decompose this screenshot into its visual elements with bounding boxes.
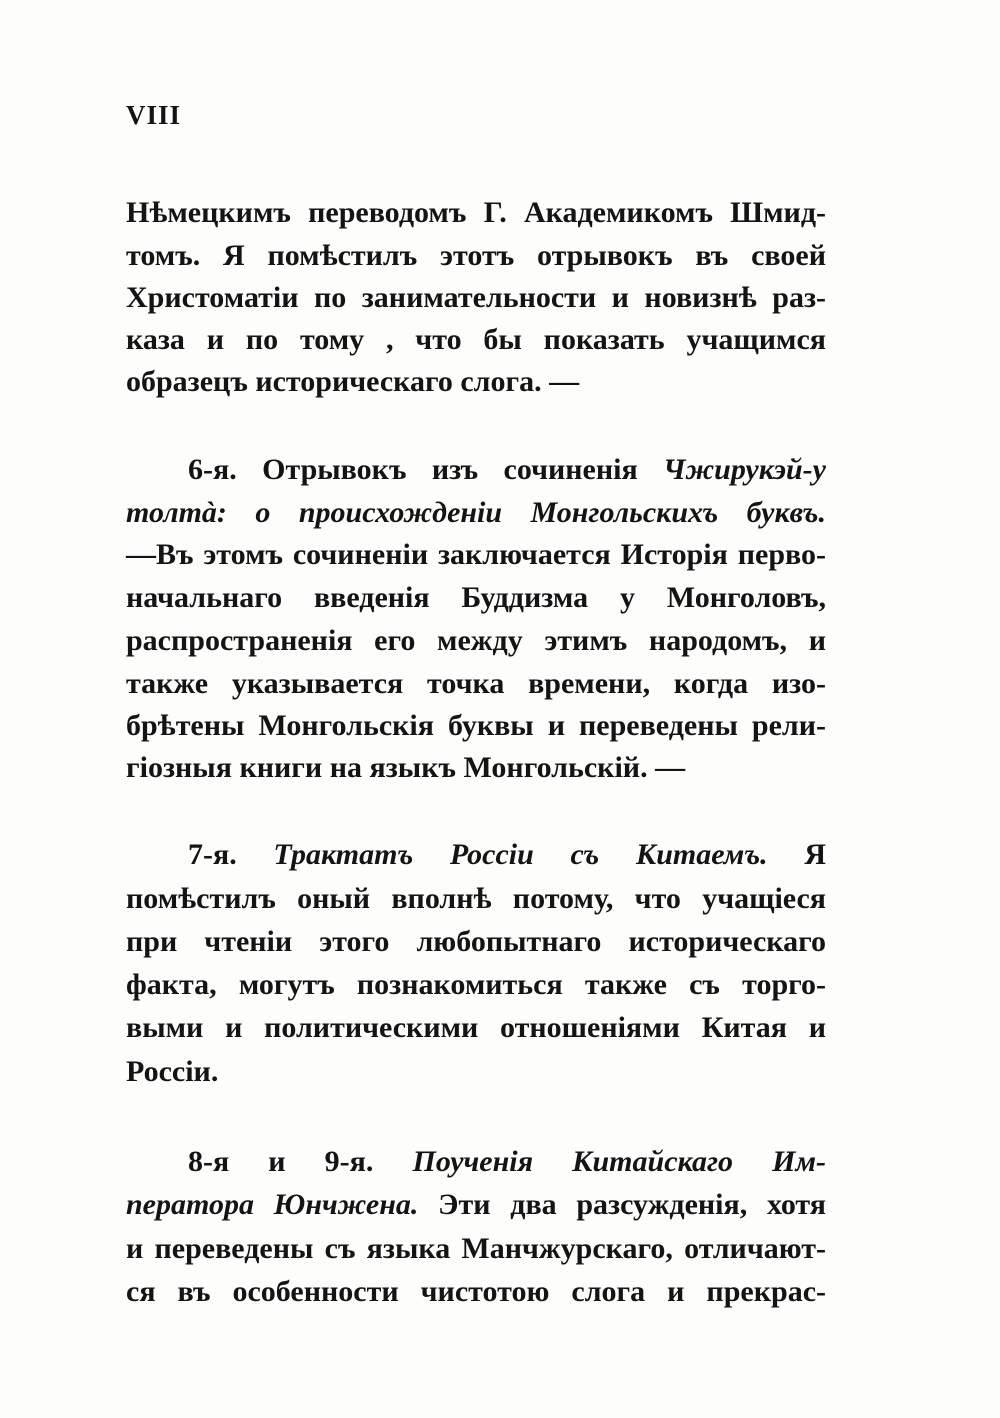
paragraph-heading-line [188, 450, 826, 490]
text-run: Я [804, 838, 827, 871]
text-line: помѣстилъ оный вполнѣ потому, что учащiеся [126, 882, 826, 915]
paragraph-number: 6-я. [188, 453, 237, 486]
paragraph-number: 7-я. [188, 838, 237, 871]
text-line: образецъ историческаго слога. — [126, 365, 580, 398]
text-line: и переведены съ языка Манчжурскаго, отличают- [126, 1232, 826, 1265]
text-line: Нѣмецкимъ переводомъ Г. Академикомъ Шмид- [126, 196, 826, 229]
italic-title: ператора Юнчжена. [126, 1188, 419, 1221]
text-line: Россiи. [126, 1055, 219, 1088]
text-line: начальнаго введенiя Буддизма у Монголовъ, [126, 581, 826, 614]
mixed-line [126, 1185, 826, 1225]
italic-title: Чжирукэй-у [663, 453, 826, 486]
italic-title-line: толтà: о происхожденiи Монгольскихъ буквъ. [126, 496, 826, 529]
text-run: Эти два разсужденiя, хотя [438, 1188, 827, 1221]
text-line: также указывается точка времени, когда изо- [126, 667, 826, 700]
paragraph-heading-line [188, 1142, 826, 1182]
text-line: брѣтены Монгольскiя буквы и переведены рели- [126, 709, 826, 742]
italic-title: Поученiя Китайскаго Им- [412, 1145, 827, 1178]
italic-title: Трактатъ Россiи съ Китаемъ. [273, 838, 768, 871]
text-run: Отрывокъ изъ сочиненiя [262, 453, 638, 486]
paragraph-heading-line [188, 835, 826, 875]
text-line: —Въ этомъ сочиненiи заключается Исторiя перво- [126, 538, 826, 571]
text-line: при чтенiи этого любопытнаго историческаго [126, 925, 826, 958]
paragraph-number: 8-я и 9-я. [188, 1145, 374, 1178]
text-line: факта, могутъ познакомиться также съ торго- [126, 968, 826, 1001]
page-number: VIII [126, 100, 182, 130]
text-line: Христоматiи по занимательности и новизнѣ раз- [126, 281, 826, 314]
text-line: каза и по тому , что бы показать учащимся [126, 323, 826, 356]
text-line: выми и политическими отношенiями Китая и [126, 1011, 826, 1044]
text-line: ся въ особенности чистотою слога и прекрас- [126, 1275, 826, 1308]
text-line: распространенiя его между этимъ народомъ, и [126, 624, 826, 657]
text-line: томъ. Я помѣстилъ этотъ отрывокъ въ своей [126, 239, 826, 272]
text-line: гiозныя книги на языкъ Монгольскiй. — [126, 751, 686, 784]
